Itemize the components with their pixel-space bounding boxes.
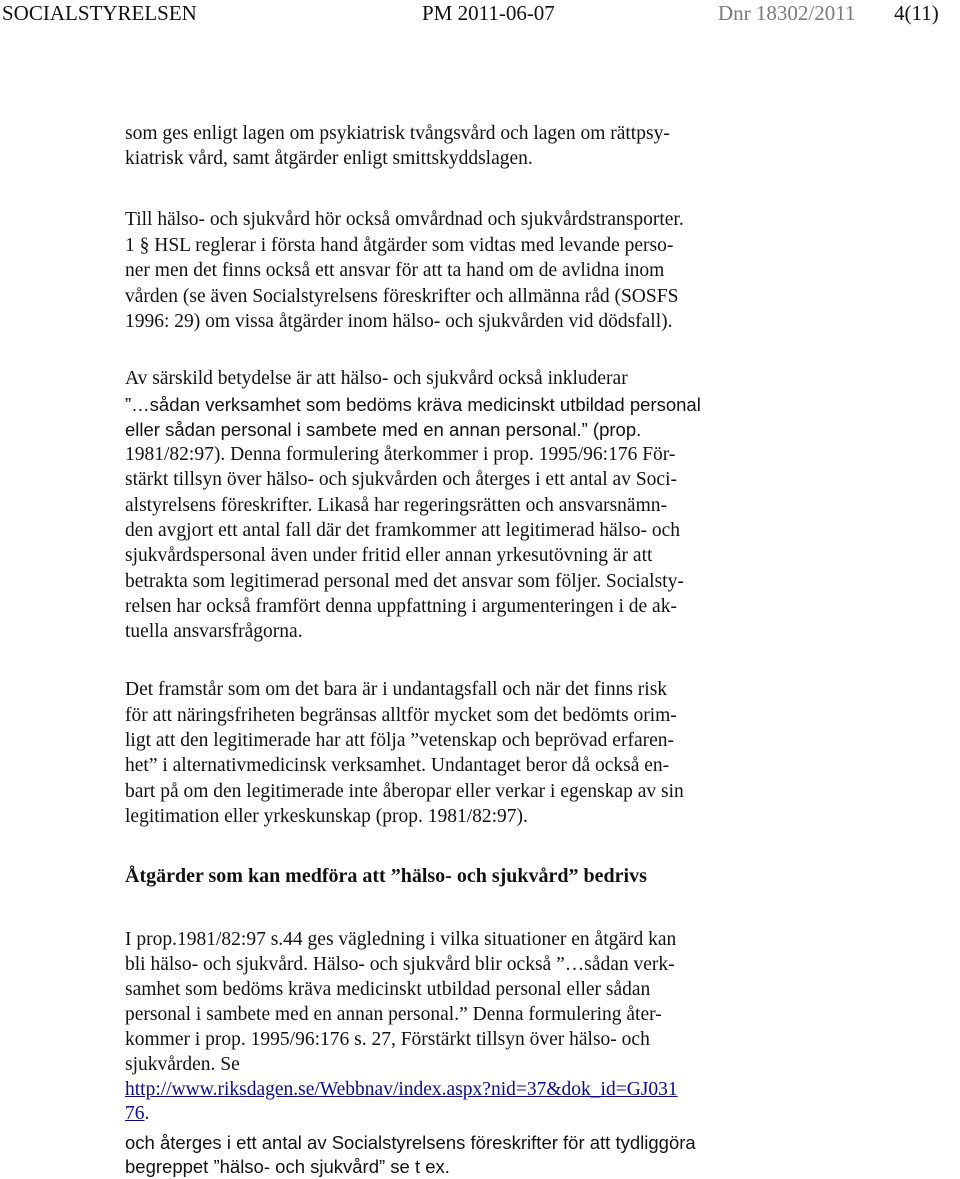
link-suffix: .	[144, 1103, 150, 1124]
paragraph-line: ligt att den legitimerade har att följa ”vetenskap och beprövad erfaren-	[125, 730, 674, 751]
paragraph-line: betrakta som legitimerad personal med det ansvar som följer. Socialsty-	[125, 571, 684, 592]
paragraph-line: tuella ansvarsfrågorna.	[125, 621, 303, 642]
paragraph-line: sjukvården. Se	[125, 1054, 240, 1075]
paragraph-line: alstyrelsens föreskrifter. Likaså har regeringsrätten och ansvarsnämn-	[125, 495, 668, 516]
paragraph-line: kiatrisk vård, samt åtgärder enligt smittskyddslagen.	[125, 148, 533, 169]
paragraph-line: het” i alternativmedicinsk verksamhet. Undantaget beror då också en-	[125, 755, 670, 776]
paragraph-line: Av särskild betydelse är att hälso- och sjukvård också inkluderar	[125, 368, 628, 389]
paragraph-line: stärkt tillsyn över hälso- och sjukvården och återges i ett antal av Soci-	[125, 469, 677, 490]
paragraph-line: bli hälso- och sjukvård. Hälso- och sjukvård blir också ”…sådan verk-	[125, 954, 675, 975]
section-heading: Åtgärder som kan medföra att ”hälso- och sjukvård” bedrivs	[125, 865, 647, 887]
riksdagen-link[interactable]: http://www.riksdagen.se/Webbnav/index.aspx?nid=37&dok_id=GJ031	[125, 1079, 678, 1100]
paragraph-line: vården (se även Socialstyrelsens föreskrifter och allmänna råd (SOSFS	[125, 286, 679, 307]
paragraph-line: för att näringsfriheten begränsas alltför mycket som det bedömts orim-	[125, 705, 677, 726]
paragraph-line: legitimation eller yrkeskunskap (prop. 1981/82:97).	[125, 806, 528, 827]
paragraph-line: relsen har också framfört denna uppfattning i argumenteringen i de ak-	[125, 596, 677, 617]
paragraph-line: den avgjort ett antal fall där det framkommer att legitimerad hälso- och	[125, 520, 680, 541]
paragraph-line: som ges enligt lagen om psykiatrisk tvångsvård och lagen om rättpsy-	[125, 123, 670, 144]
link-line	[125, 1102, 149, 1126]
riksdagen-link-continued[interactable]: 76	[125, 1103, 145, 1124]
paragraph-line: kommer i prop. 1995/96:176 s. 27, Förstärkt tillsyn över hälso- och	[125, 1029, 650, 1050]
header-org: SOCIALSTYRELSEN	[2, 1, 197, 25]
quote-line: ”…sådan verksamhet som bedöms kräva medicinskt utbildad personal	[125, 394, 701, 415]
link-line	[125, 1078, 678, 1102]
paragraph-line: sjukvårdspersonal även under fritid eller annan yrkesutövning är att	[125, 545, 653, 566]
header-dnr: Dnr 18302/2011	[718, 1, 856, 25]
paragraph-line: Det framstår som om det bara är i undantagsfall och när det finns risk	[125, 679, 668, 700]
quote-line: eller sådan personal i sambete med en annan personal.” (prop.	[125, 419, 642, 440]
paragraph-line: och återges i ett antal av Socialstyrelsens föreskrifter för att tydliggöra	[125, 1132, 696, 1153]
paragraph-line: 1 § HSL reglerar i första hand åtgärder som vidtas med levande perso-	[125, 235, 674, 256]
paragraph-line: 1996: 29) om vissa åtgärder inom hälso- och sjukvården vid dödsfall).	[125, 311, 673, 332]
header-page-number: 4(11)	[894, 1, 939, 25]
paragraph-line: personal i sambete med en annan personal.” Denna formulering åter-	[125, 1004, 662, 1025]
header-memo-date: PM 2011-06-07	[422, 1, 555, 25]
paragraph-line: begreppet ”hälso- och sjukvård” se t ex.	[125, 1156, 450, 1177]
paragraph-line: 1981/82:97). Denna formulering återkommer i prop. 1995/96:176 För-	[125, 444, 676, 465]
paragraph-line: Till hälso- och sjukvård hör också omvårdnad och sjukvårdstransporter.	[125, 209, 684, 230]
paragraph-line: I prop.1981/82:97 s.44 ges vägledning i vilka situationer en åtgärd kan	[125, 929, 677, 950]
paragraph-line: samhet som bedöms kräva medicinskt utbildad personal eller sådan	[125, 979, 651, 1000]
paragraph-line: bart på om den legitimerade inte åberopar eller verkar i egenskap av sin	[125, 781, 684, 802]
paragraph-line: ner men det finns också ett ansvar för att ta hand om de avlidna inom	[125, 260, 665, 281]
